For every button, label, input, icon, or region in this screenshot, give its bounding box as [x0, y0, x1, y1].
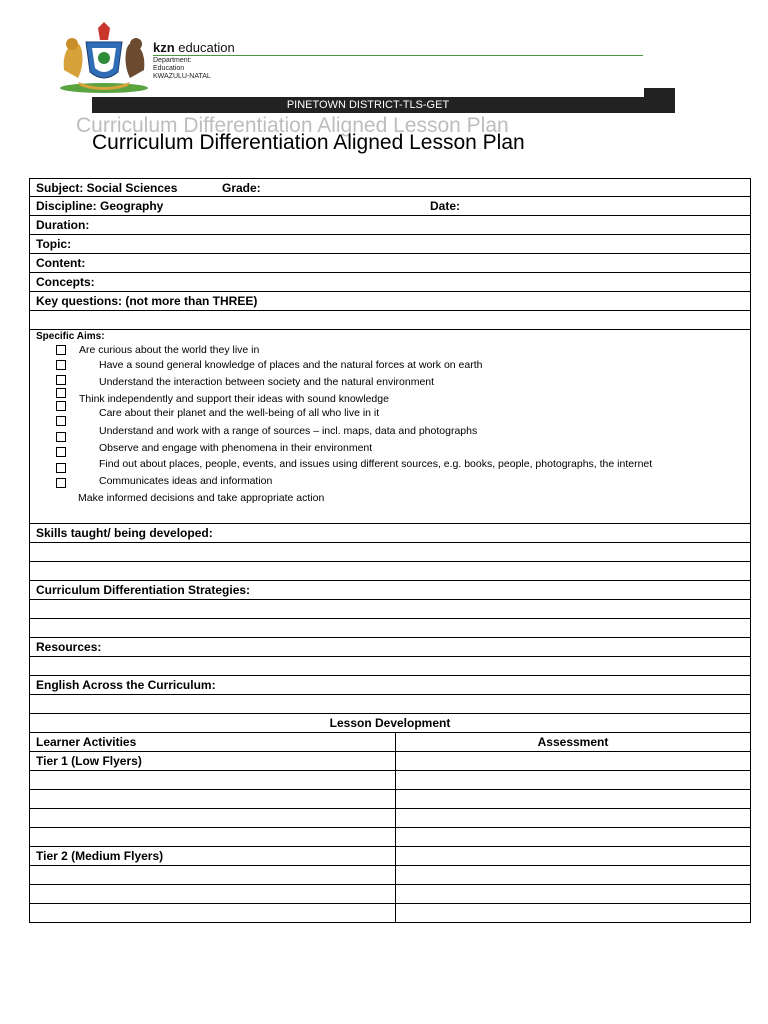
activity-cell[interactable] [30, 866, 396, 884]
english-answer-row[interactable] [29, 695, 751, 714]
lesson-development-heading: Lesson Development [29, 714, 751, 733]
brand-wordmark: kzn education [153, 40, 235, 55]
activity-cell[interactable] [30, 790, 396, 808]
assessment-cell[interactable] [396, 866, 750, 884]
activity-cell[interactable] [30, 809, 396, 827]
tier2-row [29, 847, 751, 866]
tier2-assessment-cell[interactable] [396, 847, 750, 865]
skills-row[interactable]: Skills taught/ being developed: [29, 524, 751, 543]
topic-row[interactable]: Topic: [29, 235, 751, 254]
subject-row[interactable] [29, 178, 751, 197]
assessment-cell[interactable] [396, 771, 750, 789]
tier2-answer-row [29, 866, 751, 885]
specific-aims-label: Specific Aims: [36, 331, 105, 342]
skills-answer-row-2[interactable] [29, 562, 751, 581]
aim-checkbox-10[interactable] [56, 478, 66, 488]
activity-cell[interactable] [30, 904, 396, 922]
assessment-cell[interactable] [396, 828, 750, 846]
tier1-answer-row [29, 771, 751, 790]
tier1-answer-row [29, 790, 751, 809]
tier1-answer-row [29, 809, 751, 828]
aim-text-4: Think independently and support their ideas with sound knowledge [79, 393, 389, 405]
aim-text-8: Find out about places, people, events, and issues using different sources, e.g. books, people, photographs, the internet [99, 458, 653, 470]
lesson-plan-form [29, 178, 751, 923]
activity-cell[interactable] [30, 828, 396, 846]
aim-checkbox-6[interactable] [56, 416, 66, 426]
aim-checkbox-9[interactable] [56, 463, 66, 473]
page-title: Curriculum Differentiation Aligned Lesson Plan [92, 131, 525, 154]
aim-text-5: Care about their planet and the well-being of all who live in it [99, 407, 380, 419]
duration-row[interactable]: Duration: [29, 216, 751, 235]
date-label: Date: [430, 199, 461, 213]
concepts-row[interactable]: Concepts: [29, 273, 751, 292]
tier1-label: Tier 1 (Low Flyers) [30, 752, 396, 770]
activity-cell[interactable] [30, 771, 396, 789]
strategies-answer-row-2[interactable] [29, 619, 751, 638]
strategies-answer-row-1[interactable] [29, 600, 751, 619]
aim-checkbox-2[interactable] [56, 360, 66, 370]
aim-text-3: Understand the interaction between society and the natural environment [99, 376, 435, 388]
grade-label: Grade: [222, 181, 261, 195]
header-rule [153, 55, 643, 56]
discipline-row[interactable] [29, 197, 751, 216]
activities-assessment-header [29, 733, 751, 752]
tier2-answer-row [29, 904, 751, 923]
tier1-row [29, 752, 751, 771]
tier1-assessment-cell[interactable] [396, 752, 750, 770]
aim-text-9: Communicates ideas and information [99, 475, 273, 487]
aim-checkbox-8[interactable] [56, 447, 66, 457]
english-row[interactable]: English Across the Curriculum: [29, 676, 751, 695]
key-questions-answer-row[interactable] [29, 311, 751, 330]
title-shadow: Curriculum Differentiation Aligned Lesson Plan [76, 114, 509, 137]
key-questions-row[interactable]: Key questions: (not more than THREE) [29, 292, 751, 311]
content-row[interactable]: Content: [29, 254, 751, 273]
aim-text-7: Observe and engage with phenomena in their environment [99, 442, 373, 454]
tier2-label: Tier 2 (Medium Flyers) [30, 847, 396, 865]
aim-text-10: Make informed decisions and take appropriate action [78, 492, 325, 504]
tier2-answer-row [29, 885, 751, 904]
assessment-cell[interactable] [396, 809, 750, 827]
aim-text-6: Understand and work with a range of sources – incl. maps, data and photographs [99, 425, 478, 437]
aim-text-1: Are curious about the world they live in [79, 344, 260, 356]
assessment-cell[interactable] [396, 885, 750, 903]
assessment-header: Assessment [537, 735, 609, 749]
aim-checkbox-7[interactable] [56, 432, 66, 442]
subject-label: Subject: Social Sciences [36, 181, 178, 195]
assessment-cell[interactable] [396, 904, 750, 922]
kzn-coat-of-arms-logo [58, 22, 150, 94]
aim-checkbox-4[interactable] [56, 388, 66, 398]
aim-checkbox-3[interactable] [56, 375, 66, 385]
header-accent-block [644, 88, 675, 113]
activity-cell[interactable] [30, 885, 396, 903]
learner-activities-header: Learner Activities [30, 733, 396, 751]
aim-checkbox-1[interactable] [56, 345, 66, 355]
aim-checkbox-5[interactable] [56, 401, 66, 411]
discipline-label: Discipline: Geography [36, 199, 164, 213]
district-banner: PINETOWN DISTRICT-TLS-GET [92, 97, 644, 113]
aim-text-2: Have a sound general knowledge of places and the natural forces at work on earth [99, 359, 483, 371]
assessment-cell[interactable] [396, 790, 750, 808]
strategies-row[interactable]: Curriculum Differentiation Strategies: [29, 581, 751, 600]
department-label: Department: Education KWAZULU-NATAL [153, 57, 211, 80]
tier1-answer-row [29, 828, 751, 847]
resources-answer-row[interactable] [29, 657, 751, 676]
specific-aims-section [29, 330, 751, 524]
resources-row[interactable]: Resources: [29, 638, 751, 657]
skills-answer-row-1[interactable] [29, 543, 751, 562]
